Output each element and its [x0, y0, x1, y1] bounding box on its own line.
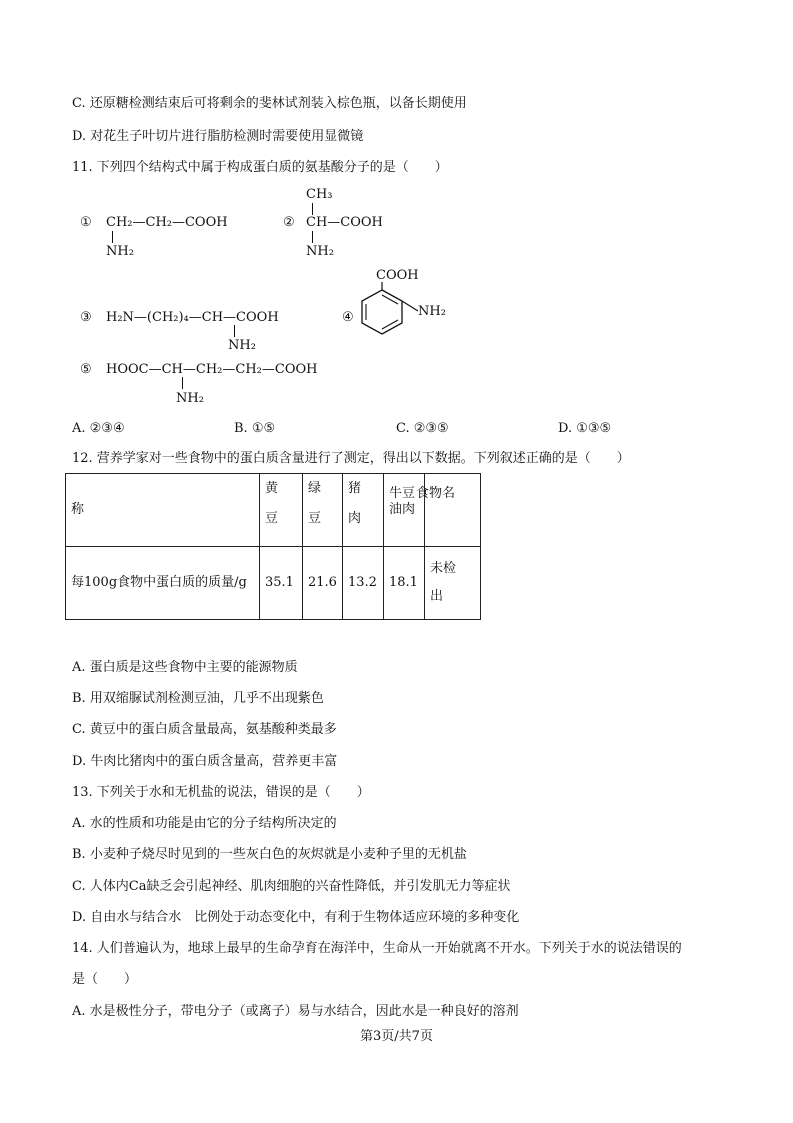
q12-option-d[interactable]: D. 牛肉比猪肉中的蛋白质含量高，营养更丰富: [72, 754, 338, 769]
q12-option-c[interactable]: C. 黄豆中的蛋白质含量最高，氨基酸种类最多: [72, 722, 337, 737]
table-header-row: [66, 474, 481, 547]
header-zhurou: 猪肉: [342, 474, 383, 547]
question-14-stem-line1: 14. 人们普遍认为，地球上最早的生命孕育在海洋中，生命从一开始就离不开水。下列关于水的说法错误的: [72, 941, 682, 956]
option-a[interactable]: A. ②③④: [72, 421, 125, 436]
table-row: [66, 547, 481, 620]
q14-option-a[interactable]: A. 水是极性分子，带电分子（或离子）易与水结合，因此水是一种良好的溶剂: [72, 1004, 519, 1019]
row-label: 每100g食物中蛋白质的质量/g: [66, 547, 260, 620]
cell-zhurou: 13.2: [342, 547, 383, 620]
q12-option-a[interactable]: A. 蛋白质是这些食物中主要的能源物质: [72, 660, 298, 675]
question-13-stem: 13. 下列关于水和无机盐的说法，错误的是（ ）: [72, 785, 370, 800]
option-d-prev: D. 对花生子叶切片进行脂肪检测时需要使用显微镜: [72, 129, 364, 144]
header-shiwu: 食物名: [424, 474, 480, 547]
header-huangdou: 黄豆: [260, 474, 303, 547]
option-c-prev: C. 还原糖检测结束后可将剩余的斐林试剂装入棕色瓶，以备长期使用: [72, 96, 467, 111]
header-niu: 牛豆油肉: [383, 474, 424, 547]
question-12-stem: 12. 营养学家对一些食物中的蛋白质含量进行了测定，得出以下数据。下列叙述正确的是（ ）: [72, 451, 630, 466]
q13-option-a[interactable]: A. 水的性质和功能是由它的分子结构所决定的: [72, 816, 337, 831]
cell-lvdou: 21.6: [303, 547, 343, 620]
q13-option-c[interactable]: C. 人体内Ca缺乏会引起神经、肌肉细胞的兴奋性降低，并引发肌无力等症状: [72, 879, 511, 894]
benzene-ring-icon: [360, 282, 420, 342]
q13-option-b[interactable]: B. 小麦种子烧尽时见到的一些灰白色的灰烬就是小麦种子里的无机盐: [72, 847, 467, 862]
question-11-stem: 11. 下列四个结构式中属于构成蛋白质的氨基酸分子的是（ ）: [72, 160, 448, 175]
header-lvdou: 绿豆: [303, 474, 343, 547]
cell-niu: 18.1: [383, 547, 424, 620]
cell-huangdou: 35.1: [260, 547, 303, 620]
question-14-stem-line2: 是（ ）: [72, 972, 138, 987]
protein-data-table: [65, 473, 481, 620]
page-footer: 第3页/共7页: [360, 1029, 433, 1044]
option-d[interactable]: D. ①③⑤: [558, 421, 612, 436]
header-name: 称: [66, 474, 260, 547]
option-b[interactable]: B. ①⑤: [234, 421, 276, 436]
cell-douyou: 未检出: [424, 547, 480, 620]
option-c[interactable]: C. ②③⑤: [396, 421, 449, 436]
q12-option-b[interactable]: B. 用双缩脲试剂检测豆油，几乎不出现紫色: [72, 691, 324, 706]
q13-option-d[interactable]: D. 自由水与结合水 比例处于动态变化中，有利于生物体适应环境的多种变化: [72, 910, 520, 925]
